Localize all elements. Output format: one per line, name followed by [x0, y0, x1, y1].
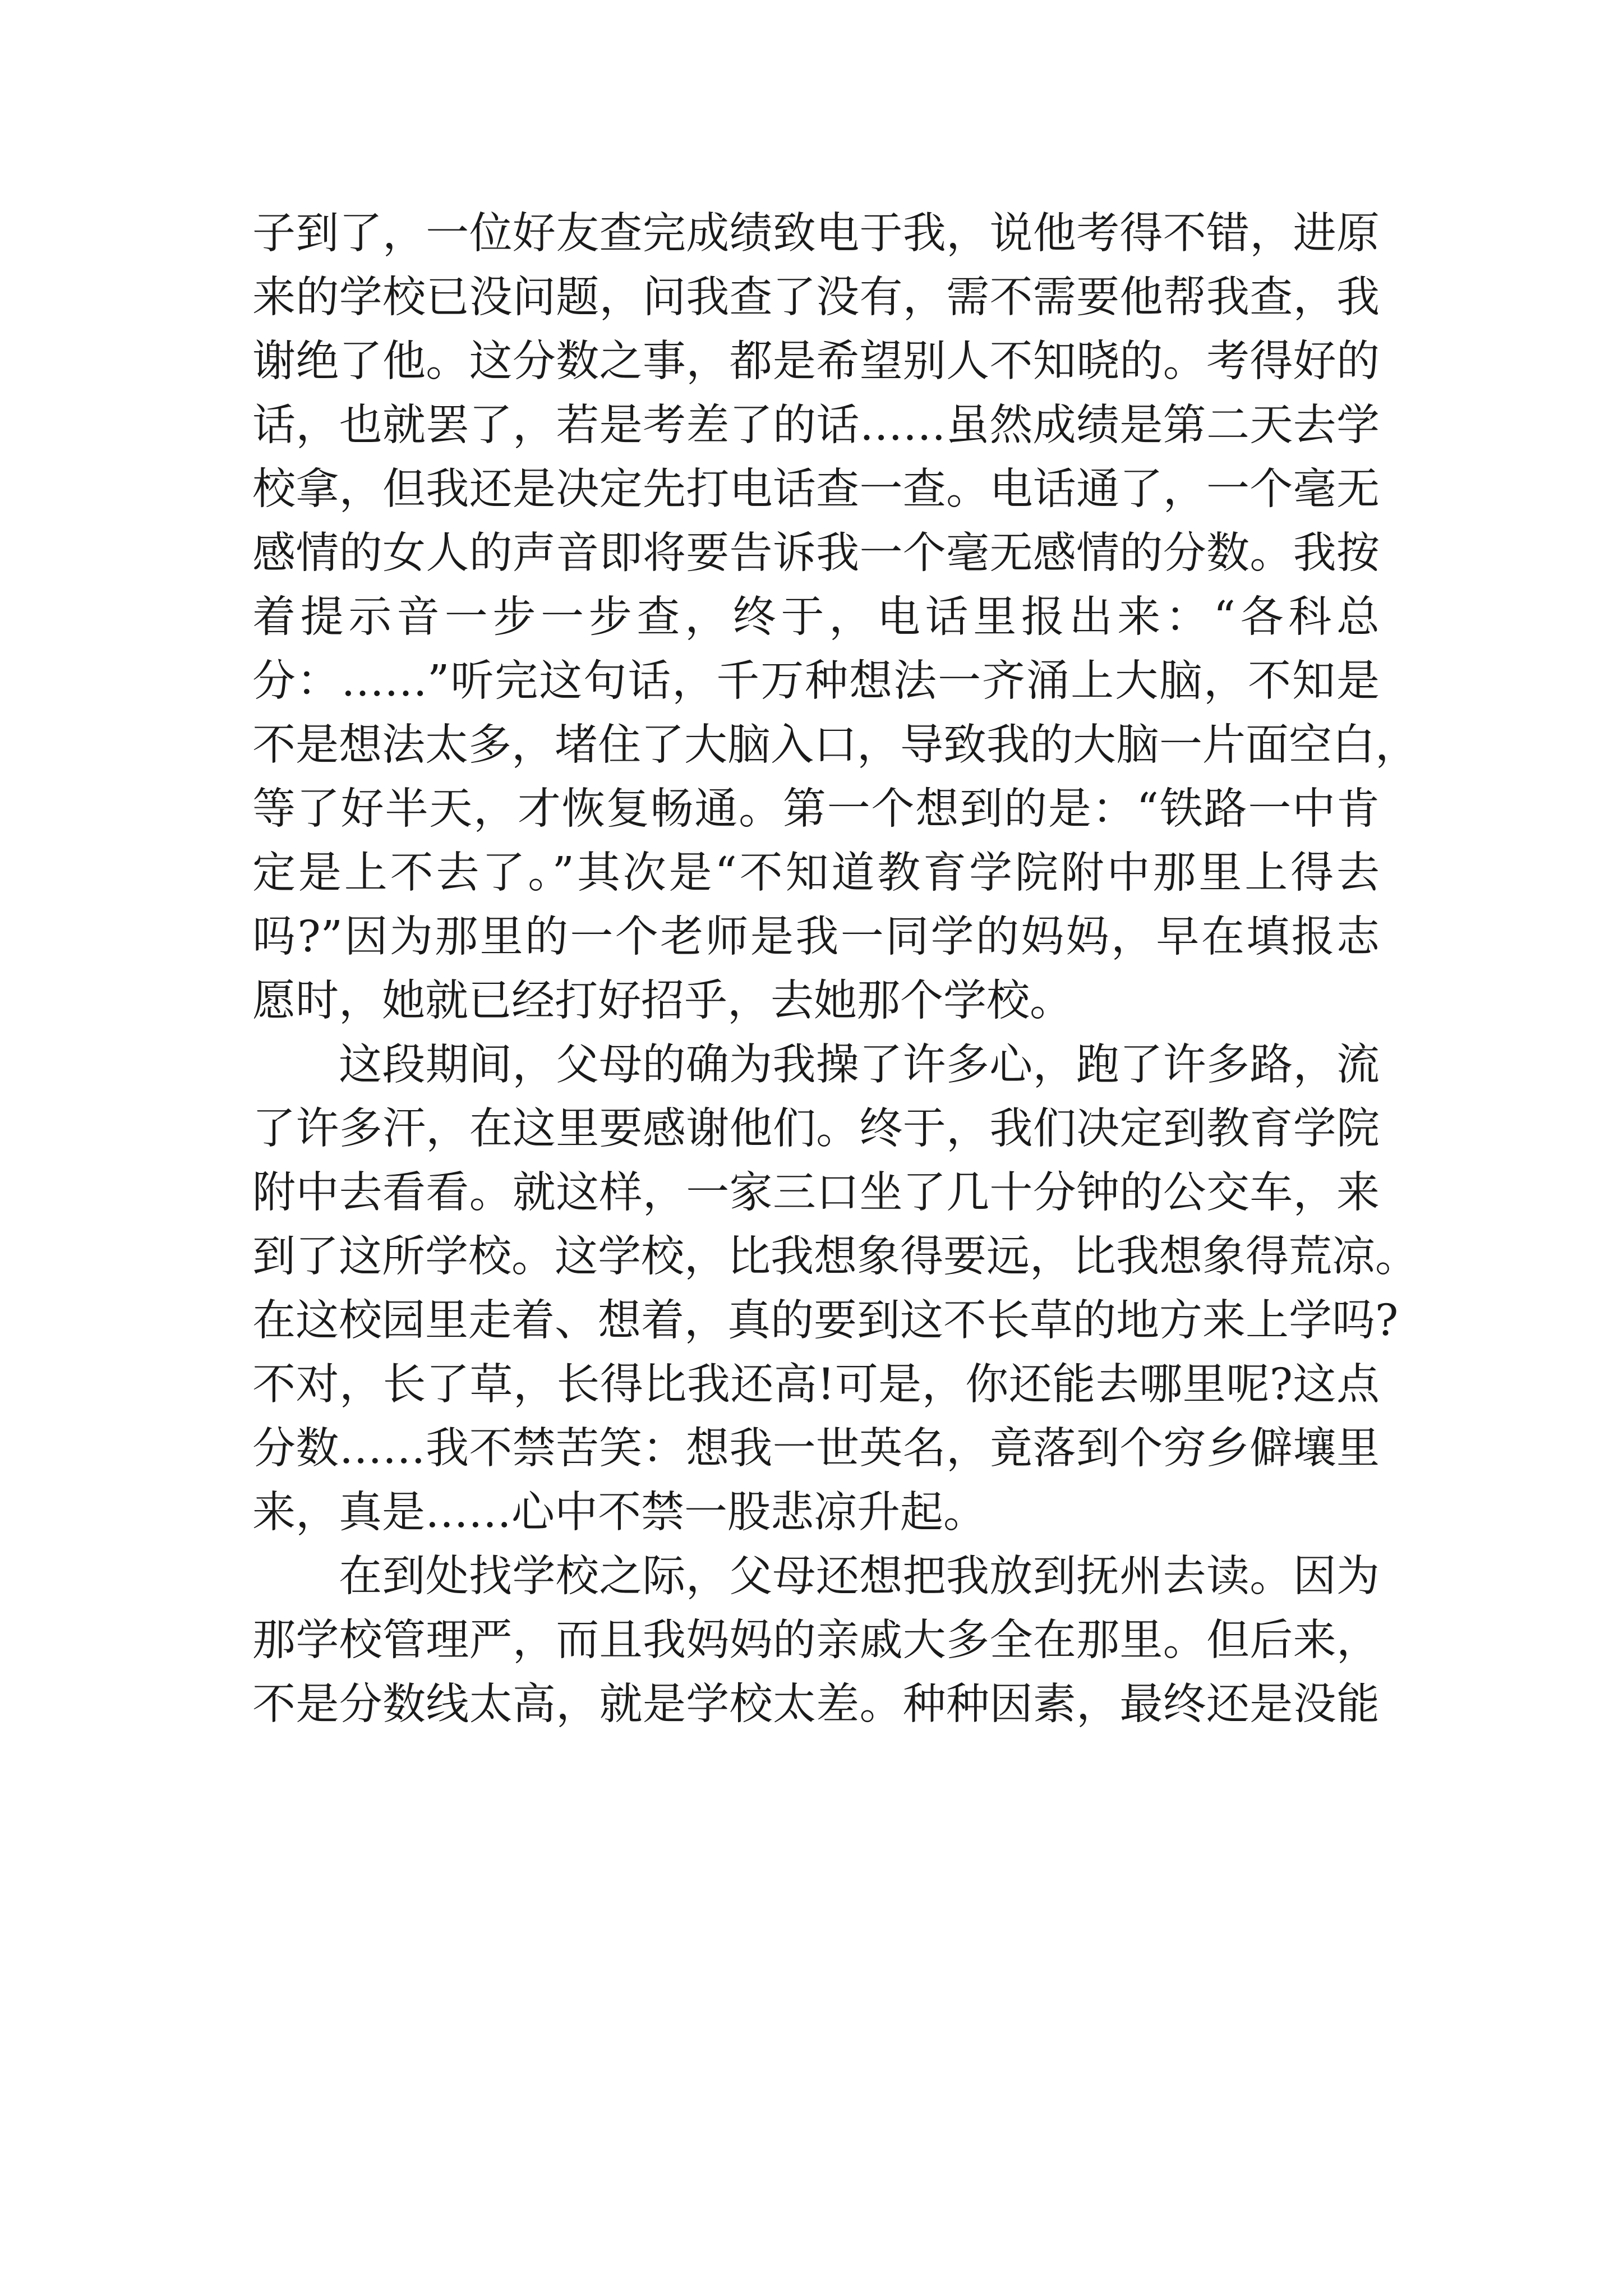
- text-line: 了许多汗，在这里要感谢他们。终于，我们决定到教育学院: [252, 1104, 1380, 1154]
- text-line: 在这校园里走着、想着，真的要到这不长草的地方来上学吗?: [252, 1296, 1399, 1346]
- text-line: 不是分数线太高，就是学校太差。种种因素，最终还是没能: [252, 1680, 1380, 1729]
- paragraph-2: [252, 1033, 1418, 1545]
- paragraph-1: [252, 202, 1418, 1033]
- text-line: 校拿，但我还是决定先打电话查一查。电话通了，一个毫无: [252, 464, 1380, 514]
- paragraph-3: [252, 1545, 1380, 1737]
- text-line: 谢绝了他。这分数之事，都是希望别人不知晓的。考得好的: [252, 337, 1380, 386]
- text-line: 吗?”因为那里的一个老师是我一同学的妈妈，早在填报志: [252, 912, 1380, 962]
- text-line: 来，真是……心中不禁一股悲凉升起。: [252, 1488, 986, 1538]
- text-line: 分数……我不禁苦笑：想我一世英名，竟落到个穷乡僻壤里: [252, 1424, 1380, 1474]
- text-line: 在到处找学校之际，父母还想把我放到抚州去读。因为: [339, 1552, 1380, 1602]
- text-line: 不对，长了草，长得比我还高!可是，你还能去哪里呢?这点: [252, 1360, 1380, 1410]
- text-line: 不是想法太多，堵住了大脑入口，导致我的大脑一片面空白，: [252, 720, 1418, 770]
- text-line: 那学校管理严，而且我妈妈的亲戚大多全在那里。但后来，: [252, 1616, 1380, 1665]
- text-line: 等了好半天，才恢复畅通。第一个想到的是：“铁路一中肯: [252, 784, 1380, 834]
- text-line: 愿时，她就已经打好招乎，去她那个学校。: [252, 976, 1073, 1026]
- text-line: 这段期间，父母的确为我操了许多心，跑了许多路，流: [339, 1040, 1380, 1090]
- text-line: 话，也就罢了，若是考差了的话……虽然成绩是第二天去学: [252, 401, 1380, 450]
- text-line: 定是上不去了。”其次是“不知道教育学院附中那里上得去: [252, 848, 1380, 898]
- text-line: 附中去看看。就这样，一家三口坐了几十分钟的公交车，来: [252, 1168, 1380, 1218]
- text-line: 分：……”听完这句话，千万种想法一齐涌上大脑，不知是: [252, 656, 1380, 706]
- text-line: 感情的女人的声音即将要告诉我一个毫无感情的分数。我按: [252, 528, 1380, 578]
- text-line: 子到了，一位好友查完成绩致电于我，说他考得不错，进原: [252, 209, 1380, 259]
- text-line: 到了这所学校。这学校，比我想象得要远，比我想象得荒凉。: [252, 1232, 1418, 1282]
- body-text: [252, 202, 1418, 1737]
- text-line: 着提示音一步一步查，终于，电话里报出来：“各科总: [252, 592, 1380, 642]
- text-line: 来的学校已没问题，问我查了没有，需不需要他帮我查，我: [252, 273, 1380, 323]
